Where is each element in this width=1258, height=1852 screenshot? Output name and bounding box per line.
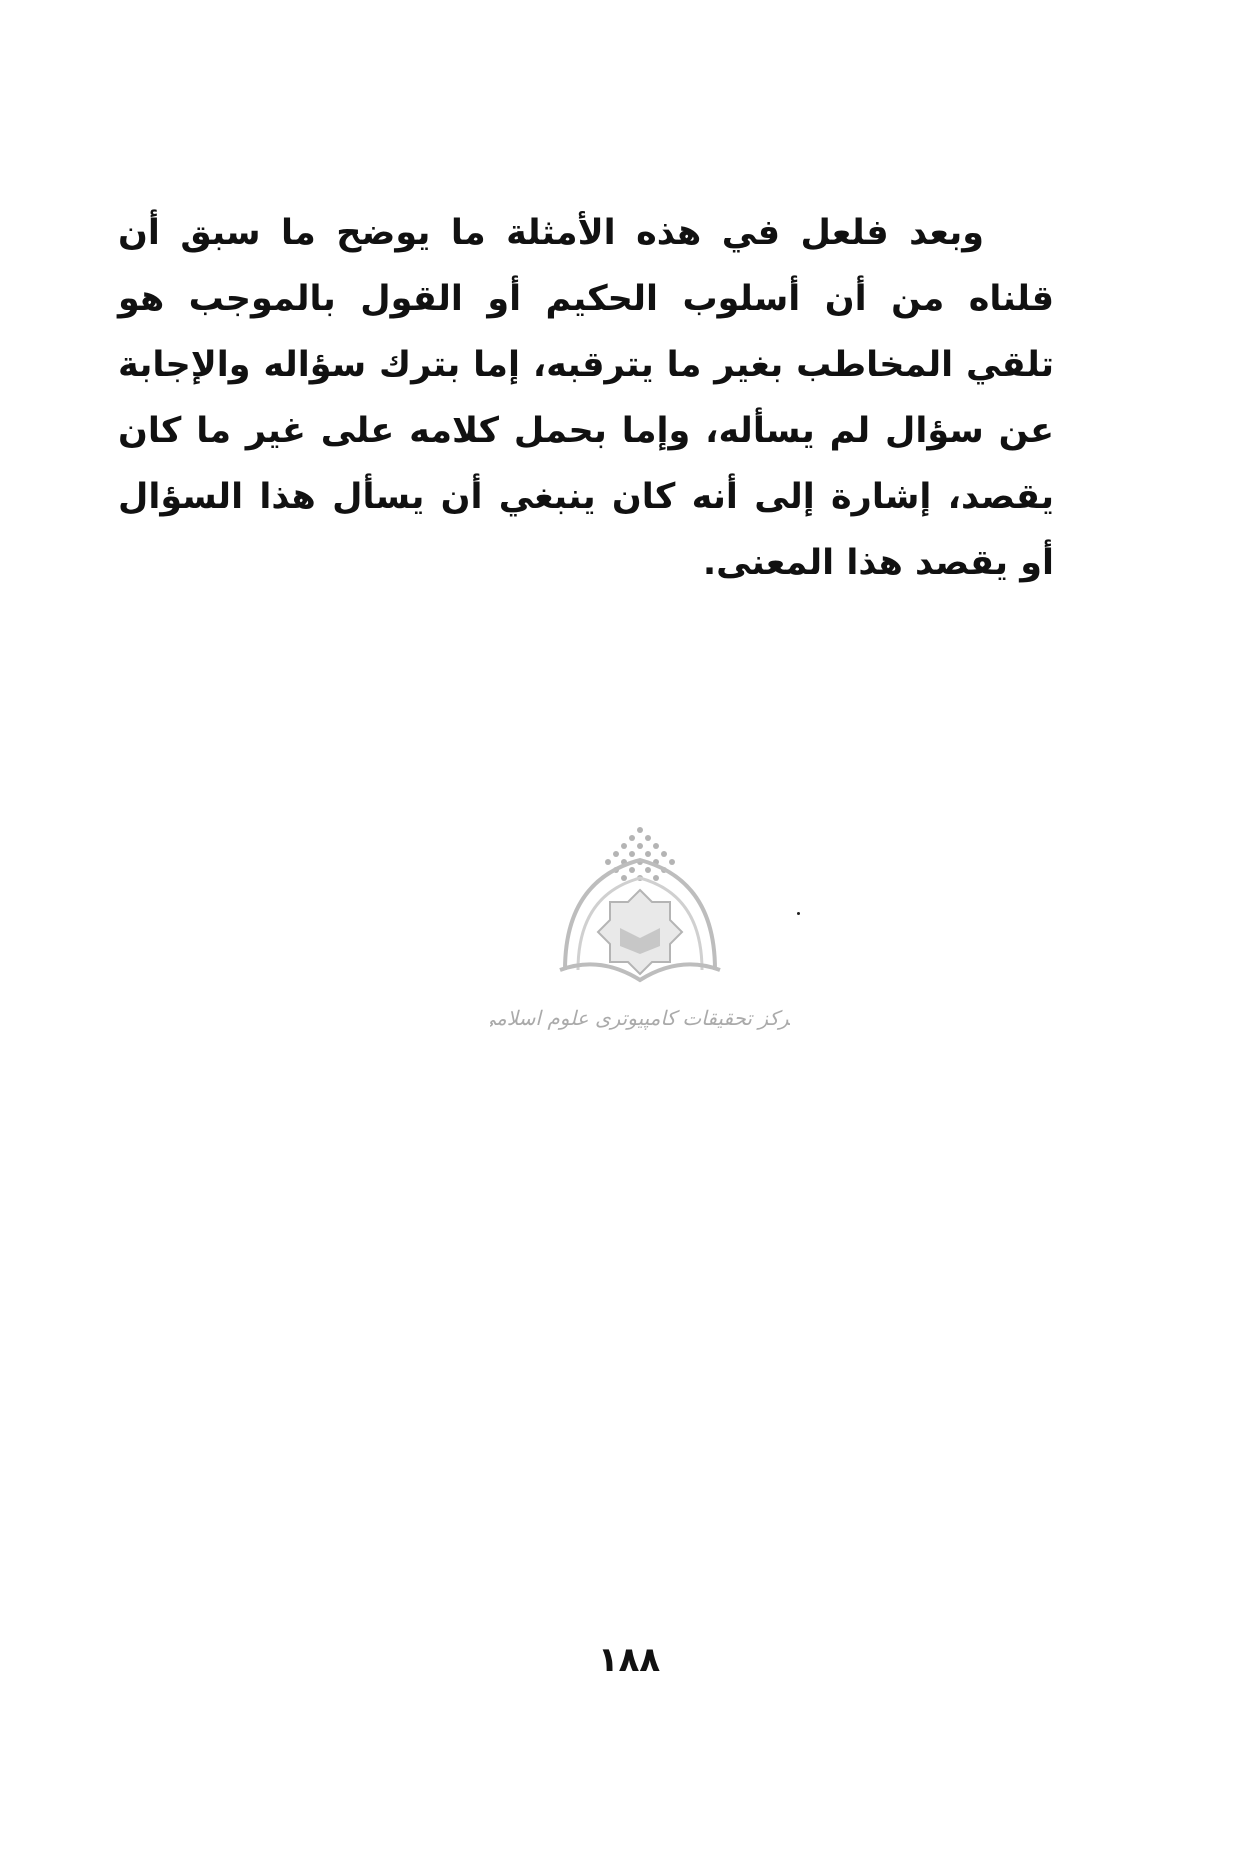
stray-dot [797, 912, 800, 915]
watermark-caption: مرکز تحقیقات کامپیوتری علوم اسلامی [490, 1006, 790, 1030]
institution-emblem-icon [490, 820, 790, 1060]
page-number: ١٨٨ [597, 1640, 661, 1680]
watermark-logo [490, 820, 790, 1060]
body-paragraph: وبعد فلعل في هذه الأمثلة ما يوضح ما سبق أن قلناه من أن أسلوب الحكيم أو القول بالموجب هو تلقي المخاطب بغير ما يترقبه، إما بترك سؤاله والإجابة عن سؤال لم يسأله، وإما بحمل كلامه على غير ما كان يقصد، إشارة إلى أنه كان ينبغي أن يسأل هذا السؤال أو يقصد هذا المعنى. [118, 213, 1054, 583]
